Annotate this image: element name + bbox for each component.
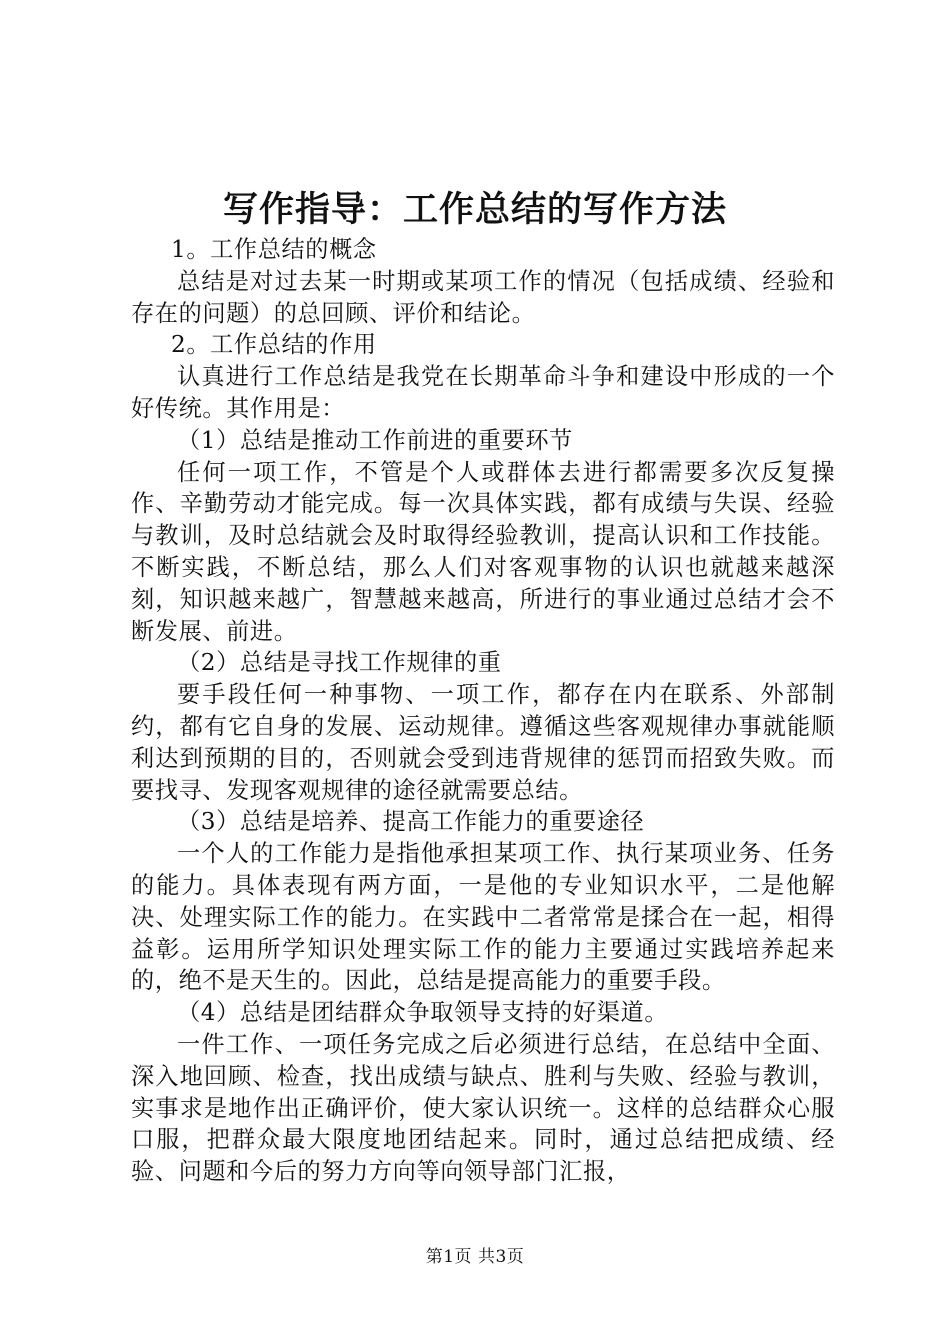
- paragraph-role-2: 要手段任何一种事物、一项工作，都存在内在联系、外部制约，都有它自身的发展、运动规律。遵循这些客观规律办事就能顺利达到预期的目的，否则就会受到违背规律的惩罚而招致失败。而要找寻、发现客观规律的途径就需要总结。: [131, 681, 835, 804]
- document-body: [131, 234, 835, 1188]
- page-number-footer: 第1页 共3页: [425, 1247, 525, 1267]
- subheading-role-1: （1）总结是推动工作前进的重要环节: [177, 426, 573, 454]
- subheading-role-4: （4）总结是团结群众争取领导支持的好渠道。: [177, 999, 669, 1027]
- section-heading-role: 2。工作总结的作用: [171, 331, 377, 359]
- paragraph-role-1: 任何一项工作，不管是个人或群体去进行都需要多次反复操作、辛勤劳动才能完成。每一次具体实践，都有成绩与失误、经验与教训，及时总结就会及时取得经验教训，提高认识和工作技能。不断实践，不断总结，那么人们对客观事物的认识也就越来越深刻，知识越来越广，智慧越来越高，所进行的事业通过总结才会不断发展、前进。: [131, 458, 835, 645]
- paragraph-concept-definition: 总结是对过去某一时期或某项工作的情况（包括成绩、经验和存在的问题）的总回顾、评价和结论。: [131, 267, 835, 327]
- paragraph-role-4: 一件工作、一项任务完成之后必须进行总结，在总结中全面、深入地回顾、检查，找出成绩与缺点、胜利与失败、经验与教训，实事求是地作出正确评价，使大家认识统一。这样的总结群众心服口服，把群众最大限度地团结起来。同时，通过总结把成绩、经验、问题和今后的努力方向等向领导部门汇报，: [131, 1030, 835, 1186]
- document-title: 写作指导：工作总结的写作方法: [222, 189, 727, 230]
- subheading-role-3: （3）总结是培养、提高工作能力的重要途径: [177, 808, 645, 836]
- subheading-role-2: （2）总结是寻找工作规律的重: [177, 649, 502, 677]
- paragraph-role-3: 一个人的工作能力是指他承担某项工作、执行某项业务、任务的能力。具体表现有两方面，一是他的专业知识水平，二是他解决、处理实际工作的能力。在实践中二者常常是揉合在一起，相得益彰。运用所学知识处理实际工作的能力主要通过实践培养起来的，绝不是天生的。因此，总结是提高能力的重要手段。: [131, 840, 835, 995]
- paragraph-role-intro: 认真进行工作总结是我党在长期革命斗争和建设中形成的一个好传统。其作用是：: [131, 363, 835, 422]
- section-heading-concept: 1。工作总结的概念: [171, 236, 377, 263]
